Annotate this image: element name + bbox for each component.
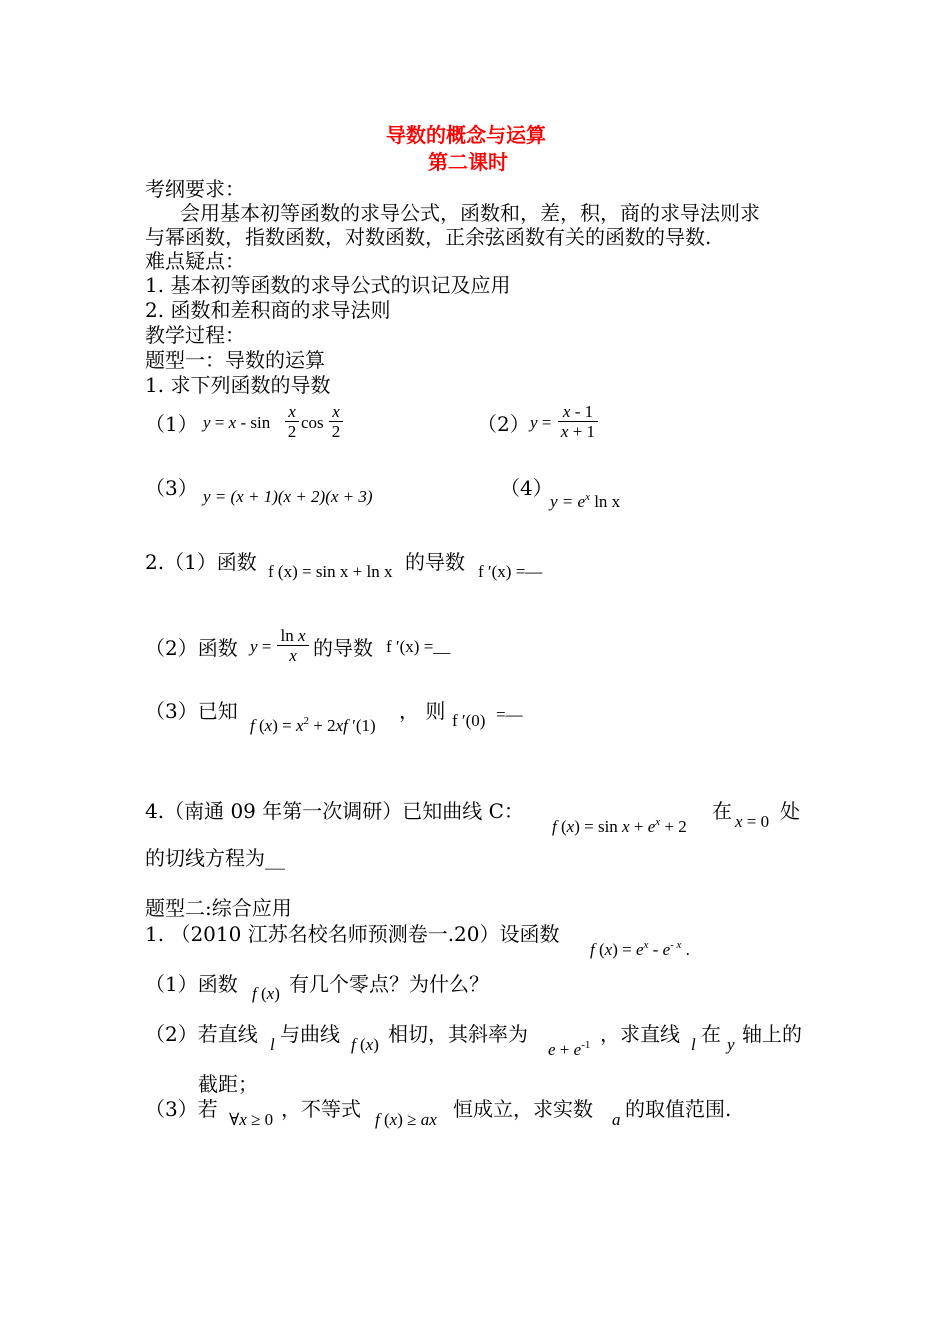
type2-s2-b: 与曲线 xyxy=(280,1022,340,1046)
q2-part2-answer: f ′(x) =__ xyxy=(386,637,451,656)
q1-label-3: （3） xyxy=(145,476,198,500)
type2-s3-b: ，不等式 xyxy=(281,1097,361,1121)
q2-part3-text: ， 则 xyxy=(399,699,446,723)
syllabus-line-1: 会用基本初等函数的求导公式，函数和，差，积，商的求导法则求 xyxy=(180,201,760,225)
q1-formula-4: $y = e^x$ ln x xyxy=(550,491,621,511)
type2-s1-a: （1）函数 xyxy=(145,972,238,996)
type2-s2-e: 在 xyxy=(701,1022,721,1046)
type2-heading: 题型二:综合应用 xyxy=(145,896,292,920)
type2-s3-c: 恒成立，求实数 xyxy=(453,1097,593,1121)
q2-part1-formula: f (x) = sin x + ln x xyxy=(268,562,393,581)
q1-stem: 1. 求下列函数的导数 xyxy=(145,373,331,397)
type2-s2-c: 相切，其斜率为 xyxy=(388,1022,528,1046)
type2-s2-a: （2）若直线 xyxy=(145,1022,258,1046)
q1-label-1: （1） xyxy=(145,412,198,436)
type2-q1-label: 1. （2010 江苏名校名师预测卷一.20）设函数 xyxy=(145,922,560,946)
type2-s2-l2: l xyxy=(691,1035,696,1054)
page-title: 导数的概念与运算 xyxy=(386,123,546,147)
q2-part2-formula: y = xyxy=(250,637,272,656)
page-subtitle: 第二课时 xyxy=(428,150,508,174)
q2-part1-answer: f ′(x) =— xyxy=(478,562,543,581)
difficulties-heading: 难点疑点： xyxy=(145,249,245,273)
difficulty-item-2: 2. 函数和差积商的求导法则 xyxy=(145,298,391,322)
q4-at-2: 处 xyxy=(780,799,800,823)
type1-heading: 题型一：导数的运算 xyxy=(145,348,325,372)
q2-part3-label: （3）已知 xyxy=(145,699,238,723)
q2-part3-answer: f ′(0) xyxy=(452,711,486,730)
type2-s2-slope: $e + e^{-1}$ xyxy=(548,1039,591,1059)
q4-label: 4.（南通 09 年第一次调研）已知曲线 C： xyxy=(145,799,524,823)
type2-s1-b: 有几个零点？为什么？ xyxy=(289,972,489,996)
q1-formula-2-frac: $\frac{x - 1}{x + 1}$ xyxy=(558,402,598,441)
type2-s3-forall: ∀x ≥ 0 xyxy=(229,1110,274,1129)
q1-formula-1-frac-a: $\frac{x}{2}$ xyxy=(285,402,299,441)
q2-part2-label: （2）函数 xyxy=(145,636,238,660)
type2-q1-formula: f $(x) = e^x - e^{- x}$ . xyxy=(590,939,690,959)
q2-part2-text: 的导数 xyxy=(313,636,373,660)
q1-formula-2: y = xyxy=(530,413,552,432)
process-heading: 教学过程： xyxy=(145,323,245,347)
type2-s3-d: 的取值范围. xyxy=(625,1097,732,1121)
type2-s3-a: （3）若 xyxy=(145,1097,218,1121)
q4-formula: f $(x) = \sin x + e^x + 2$ xyxy=(552,816,687,836)
q1-label-2: （2） xyxy=(477,412,530,436)
q2-part3-equals: =— xyxy=(496,705,523,724)
type2-s2-fx: f (x) xyxy=(351,1035,379,1054)
q4-point: x = 0 xyxy=(735,812,770,831)
q1-formula-1: y = x - sin xyxy=(203,413,271,432)
syllabus-heading: 考纲要求： xyxy=(145,177,245,201)
q2-part1-label: 2.（1）函数 xyxy=(145,550,257,574)
type2-s2-l: l xyxy=(270,1035,275,1054)
q2-part1-text: 的导数 xyxy=(405,550,465,574)
type2-s1-fx: f (x) xyxy=(252,984,280,1003)
type2-s2-d: ，求直线 xyxy=(600,1022,680,1046)
q4-at: 在 xyxy=(712,799,732,823)
q4-line-2: 的切线方程为__ xyxy=(145,846,285,870)
q1-formula-3: y = (x + 1)(x + 2)(x + 3) xyxy=(203,487,373,506)
syllabus-line-2: 与幂函数，指数函数，对数函数，正余弦函数有关的函数的导数. xyxy=(145,225,712,249)
q1-formula-1-cos: cos xyxy=(301,413,324,432)
type2-s2-g: 截距； xyxy=(198,1072,258,1096)
difficulty-item-1: 1. 基本初等函数的求导公式的识记及应用 xyxy=(145,273,511,297)
type2-s2-f: 轴上的 xyxy=(742,1022,802,1046)
q1-formula-1-frac-b: $\frac{x}{2}$ xyxy=(329,402,343,441)
type2-s3-a-var: a xyxy=(612,1110,621,1129)
q2-part2-frac: $\frac{\text{ln x}}{x}$ xyxy=(277,626,309,665)
q1-label-4: （4） xyxy=(500,476,553,500)
type2-s2-y: y xyxy=(727,1035,735,1054)
q2-part3-formula: f $(x) = x^2 + 2xf$ ′(1) xyxy=(250,715,376,735)
type2-s3-ineq: f (x) ≥ ax xyxy=(375,1110,437,1129)
